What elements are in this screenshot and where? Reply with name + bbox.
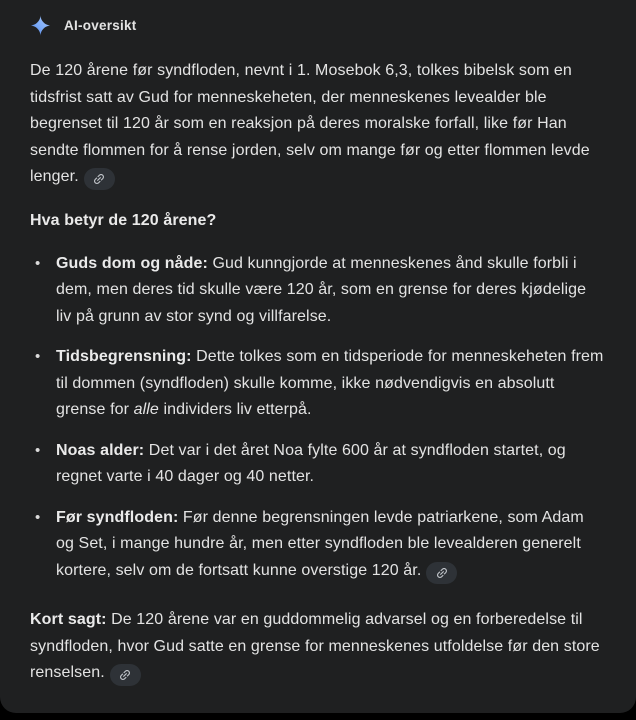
source-link-button[interactable] [84,168,115,190]
intro-paragraph [30,58,604,191]
list-item [30,505,604,585]
list-item [30,251,604,331]
source-link-button[interactable] [426,562,457,584]
link-icon [435,566,449,580]
bullet-text: Før syndfloden: Før denne begrensningen levde patriarkene, som Adam og Set, i mange hundre år, men etter syndfloden ble levealderen generelt kortere, selv om de fortsatt kunne overstige 120 år. [56,505,604,585]
source-link-button[interactable] [110,664,141,686]
bullet-text: Tidsbegrensning: Dette tolkes som en tidsperiode for menneskeheten frem til dommen (syndfloden) skulle komme, ikke nødvendigvis en absolutt grense for alle individers liv etterpå. [56,348,604,418]
list-item [30,438,604,491]
bullet-lead: Før syndfloden: [56,508,179,526]
ai-overview-title: AI-oversikt [64,17,137,33]
bullet-lead: Tidsbegrensning: [56,348,192,365]
bullet-icon: • [35,441,41,459]
bullet-text: Guds dom og nåde: Gud kunngjorde at menneskenes ånd skulle forbli i dem, men deres tid skulle være 120 år, som en grense for deres kjødelige liv på grunn av stor synd og villfarelse. [56,254,587,325]
link-icon [118,668,132,682]
intro-text: De 120 årene før syndfloden, nevnt i 1. Mosebok 6,3, tolkes bibelsk som en tidsfrist satt av Gud for menneskeheten, der menneskenes levealder ble begrenset til 120 år som en reaksjon på deres moralske forfall, like før Han sendte flommen for å rense jorden, selv om mange før og etter flommen levde lenger. [30,62,590,185]
bullet-lead: Noas alder: [56,441,145,459]
bullet-icon: • [35,508,41,526]
section-heading: Hva betyr de 120 årene? [30,211,217,229]
gemini-sparkle-icon [30,15,51,36]
list-item [30,344,604,424]
summary-lead: Kort sagt: [30,611,107,628]
ai-overview-header [30,13,604,37]
link-icon [92,172,106,186]
bullet-text: Noas alder: Det var i det året Noa fylte 600 år at syndfloden startet, og regnet varte i 40 dager og 40 netter. [56,441,566,485]
bullet-icon: • [35,348,41,365]
summary-text: De 120 årene var en guddommelig advarsel og en forberedelse til syndfloden, hvor Gud satte en grense for menneskenes utfoldelse før den store renselsen. [30,611,600,681]
bullet-lead: Guds dom og nåde: [56,254,208,272]
summary-paragraph [30,607,604,687]
bullet-list [30,251,604,585]
bullet-icon: • [35,254,41,272]
